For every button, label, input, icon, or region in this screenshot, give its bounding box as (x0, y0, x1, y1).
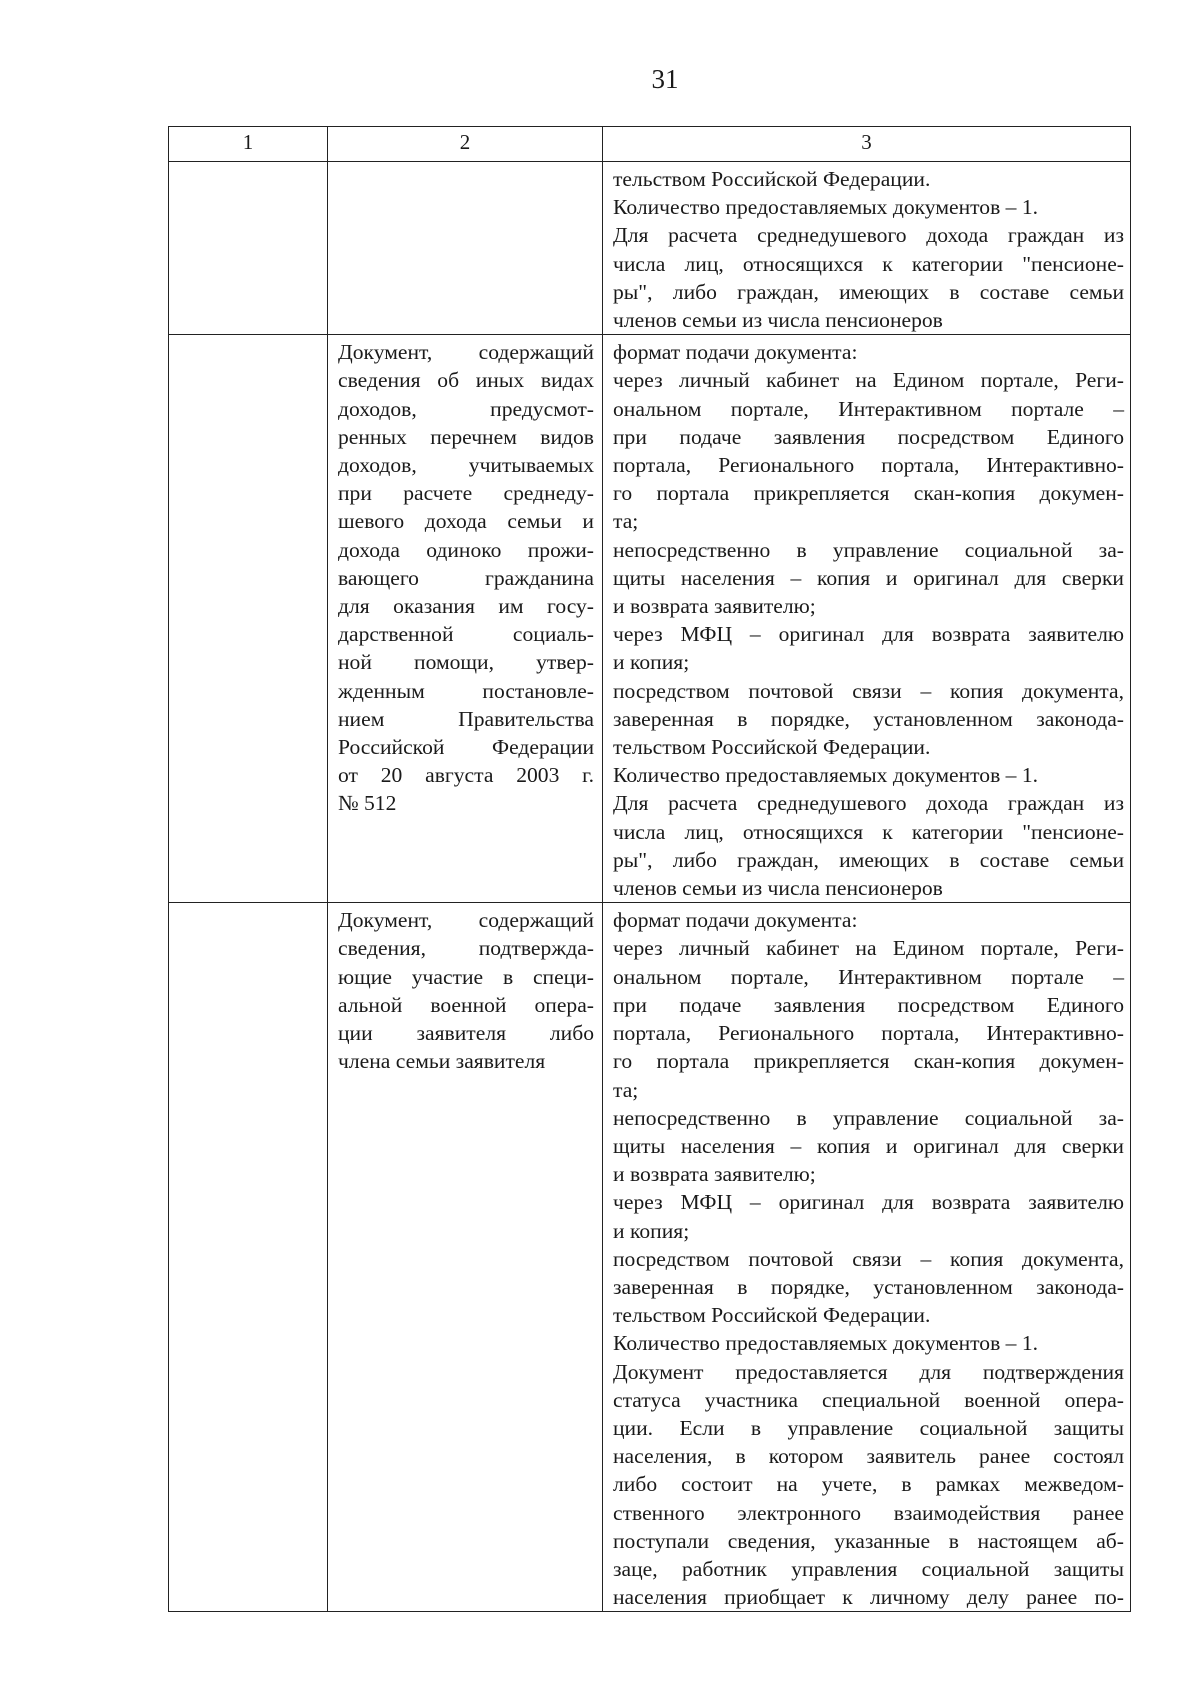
text-line: та; (613, 509, 639, 534)
text-line: доходов, учитываемых (338, 453, 594, 478)
text-line: го портала прикрепляется скан-копия докумен- (613, 1049, 1124, 1074)
row-cell-col-1 (169, 335, 328, 903)
row-cell-col-2 (328, 335, 603, 903)
text-line: ции заявителя либо (338, 1021, 594, 1046)
text-line: Документ, содержащий (338, 340, 594, 365)
submission-format-text (603, 335, 1130, 902)
text-line: для оказания им госу- (338, 594, 594, 619)
text-line: го портала прикрепляется скан-копия докумен- (613, 481, 1124, 506)
text-line: через личный кабинет на Едином портале, Реги- (613, 368, 1124, 393)
row-cell-col-1 (169, 162, 328, 335)
text-line: шевого дохода семьи и (338, 509, 594, 534)
text-line: через МФЦ – оригинал для возврата заявителю (613, 622, 1124, 647)
text-line: доходов, предусмот- (338, 396, 594, 421)
text-line: поступали сведения, указанные в настоящем аб- (613, 1528, 1124, 1553)
text-line: Для расчета среднедушевого дохода граждан из (613, 791, 1124, 816)
text-line: посредством почтовой связи – копия документа, (613, 1246, 1124, 1271)
text-line: ной помощи, утвер- (338, 650, 594, 675)
text-line: щиты населения – копия и оригинал для сверки (613, 1133, 1124, 1158)
row-cell-col-2 (328, 903, 603, 1612)
text-line: Количество предоставляемых документов – 1. (613, 1331, 1039, 1356)
text-line: заце, работник управления социальной защиты (613, 1556, 1124, 1581)
text-line: жденным постановле- (338, 678, 594, 703)
text-line: Количество предоставляемых документов – 1. (613, 195, 1039, 220)
document-name-text (328, 335, 602, 817)
submission-format-text (603, 162, 1130, 334)
document-name-text (328, 903, 602, 1075)
text-line: та; (613, 1077, 639, 1102)
text-line: Количество предоставляемых документов – 1. (613, 763, 1039, 788)
text-line: ющие участие в специ- (338, 964, 594, 989)
text-line: сведения об иных видах (338, 368, 594, 393)
text-line: непосредственно в управление социальной за- (613, 537, 1124, 562)
text-line: Документ предоставляется для подтверждения (613, 1359, 1124, 1384)
submission-format-text (603, 903, 1130, 1611)
row-cell-col-3 (603, 903, 1131, 1612)
text-line: заверенная в порядке, установленном законода- (613, 1274, 1124, 1299)
text-line: ры", либо граждан, имеющих в составе семьи (613, 279, 1124, 304)
text-line: членов семьи из числа пенсионеров (613, 308, 943, 333)
text-line: при подаче заявления посредством Единого (613, 992, 1124, 1017)
header-col-3: 3 (603, 127, 1131, 162)
table-header-row (169, 127, 1131, 162)
table-row (169, 903, 1131, 1612)
text-line: тельством Российской Федерации. (613, 1303, 931, 1328)
text-line: Для расчета среднедушевого дохода граждан из (613, 223, 1124, 248)
row-cell-col-1 (169, 903, 328, 1612)
text-line: нием Правительства (338, 706, 594, 731)
row-cell-col-3 (603, 162, 1131, 335)
text-line: посредством почтовой связи – копия документа, (613, 678, 1124, 703)
document-table (168, 126, 1131, 1612)
text-line: тельством Российской Федерации. (613, 735, 931, 760)
text-line: ренных перечнем видов (338, 424, 594, 449)
header-col-2: 2 (328, 127, 603, 162)
text-line: ры", либо граждан, имеющих в составе семьи (613, 847, 1124, 872)
text-line: альной военной опера- (338, 992, 594, 1017)
text-line: членов семьи из числа пенсионеров (613, 876, 943, 901)
text-line: портала, Регионального портала, Интерактивно- (613, 453, 1124, 478)
text-line: ональном портале, Интерактивном портале – (613, 396, 1124, 421)
text-line: щиты населения – копия и оригинал для сверки (613, 565, 1124, 590)
text-line: вающего гражданина (338, 565, 594, 590)
text-line: сведения, подтвержда- (338, 936, 594, 961)
text-line: Документ, содержащий (338, 908, 594, 933)
document-name-text (328, 162, 602, 165)
text-line: заверенная в порядке, установленном законода- (613, 706, 1124, 731)
text-line: от 20 августа 2003 г. (338, 763, 594, 788)
text-line: при расчете среднеду- (338, 481, 594, 506)
text-line: ональном портале, Интерактивном портале – (613, 964, 1124, 989)
text-line: числа лиц, относящихся к категории "пенсионе- (613, 819, 1124, 844)
text-line: числа лиц, относящихся к категории "пенсионе- (613, 251, 1124, 276)
text-line: через МФЦ – оригинал для возврата заявителю (613, 1190, 1124, 1215)
text-line: и возврата заявителю; (613, 594, 816, 619)
text-line: через личный кабинет на Едином портале, Реги- (613, 936, 1124, 961)
text-line: формат подачи документа: (613, 340, 858, 365)
text-line: ственного электронного взаимодействия ранее (613, 1500, 1124, 1525)
header-col-1: 1 (169, 127, 328, 162)
row-cell-col-3 (603, 335, 1131, 903)
page-number: 31 (651, 64, 679, 94)
text-line: дарственной социаль- (338, 622, 594, 647)
text-line: и копия; (613, 1218, 690, 1243)
text-line: непосредственно в управление социальной за- (613, 1105, 1124, 1130)
text-line: населения, в котором заявитель ранее состоял (613, 1444, 1124, 1469)
text-line: тельством Российской Федерации. (613, 167, 931, 191)
text-line: № 512 (338, 791, 397, 816)
text-line: члена семьи заявителя (338, 1049, 546, 1074)
text-line: и копия; (613, 650, 690, 675)
table-row (169, 335, 1131, 903)
text-line: населения приобщает к личному делу ранее по- (613, 1585, 1124, 1610)
text-line: при подаче заявления посредством Единого (613, 424, 1124, 449)
text-line: портала, Регионального портала, Интерактивно- (613, 1021, 1124, 1046)
text-line: дохода одиноко прожи- (338, 537, 594, 562)
table-row (169, 162, 1131, 335)
text-line: формат подачи документа: (613, 908, 858, 933)
text-line: либо состоит на учете, в рамках межведом- (613, 1472, 1124, 1497)
text-line: и возврата заявителю; (613, 1162, 816, 1187)
text-line: ции. Если в управление социальной защиты (613, 1415, 1124, 1440)
row-cell-col-2 (328, 162, 603, 335)
text-line: статуса участника специальной военной опера- (613, 1387, 1124, 1412)
text-line: Российской Федерации (338, 735, 594, 760)
